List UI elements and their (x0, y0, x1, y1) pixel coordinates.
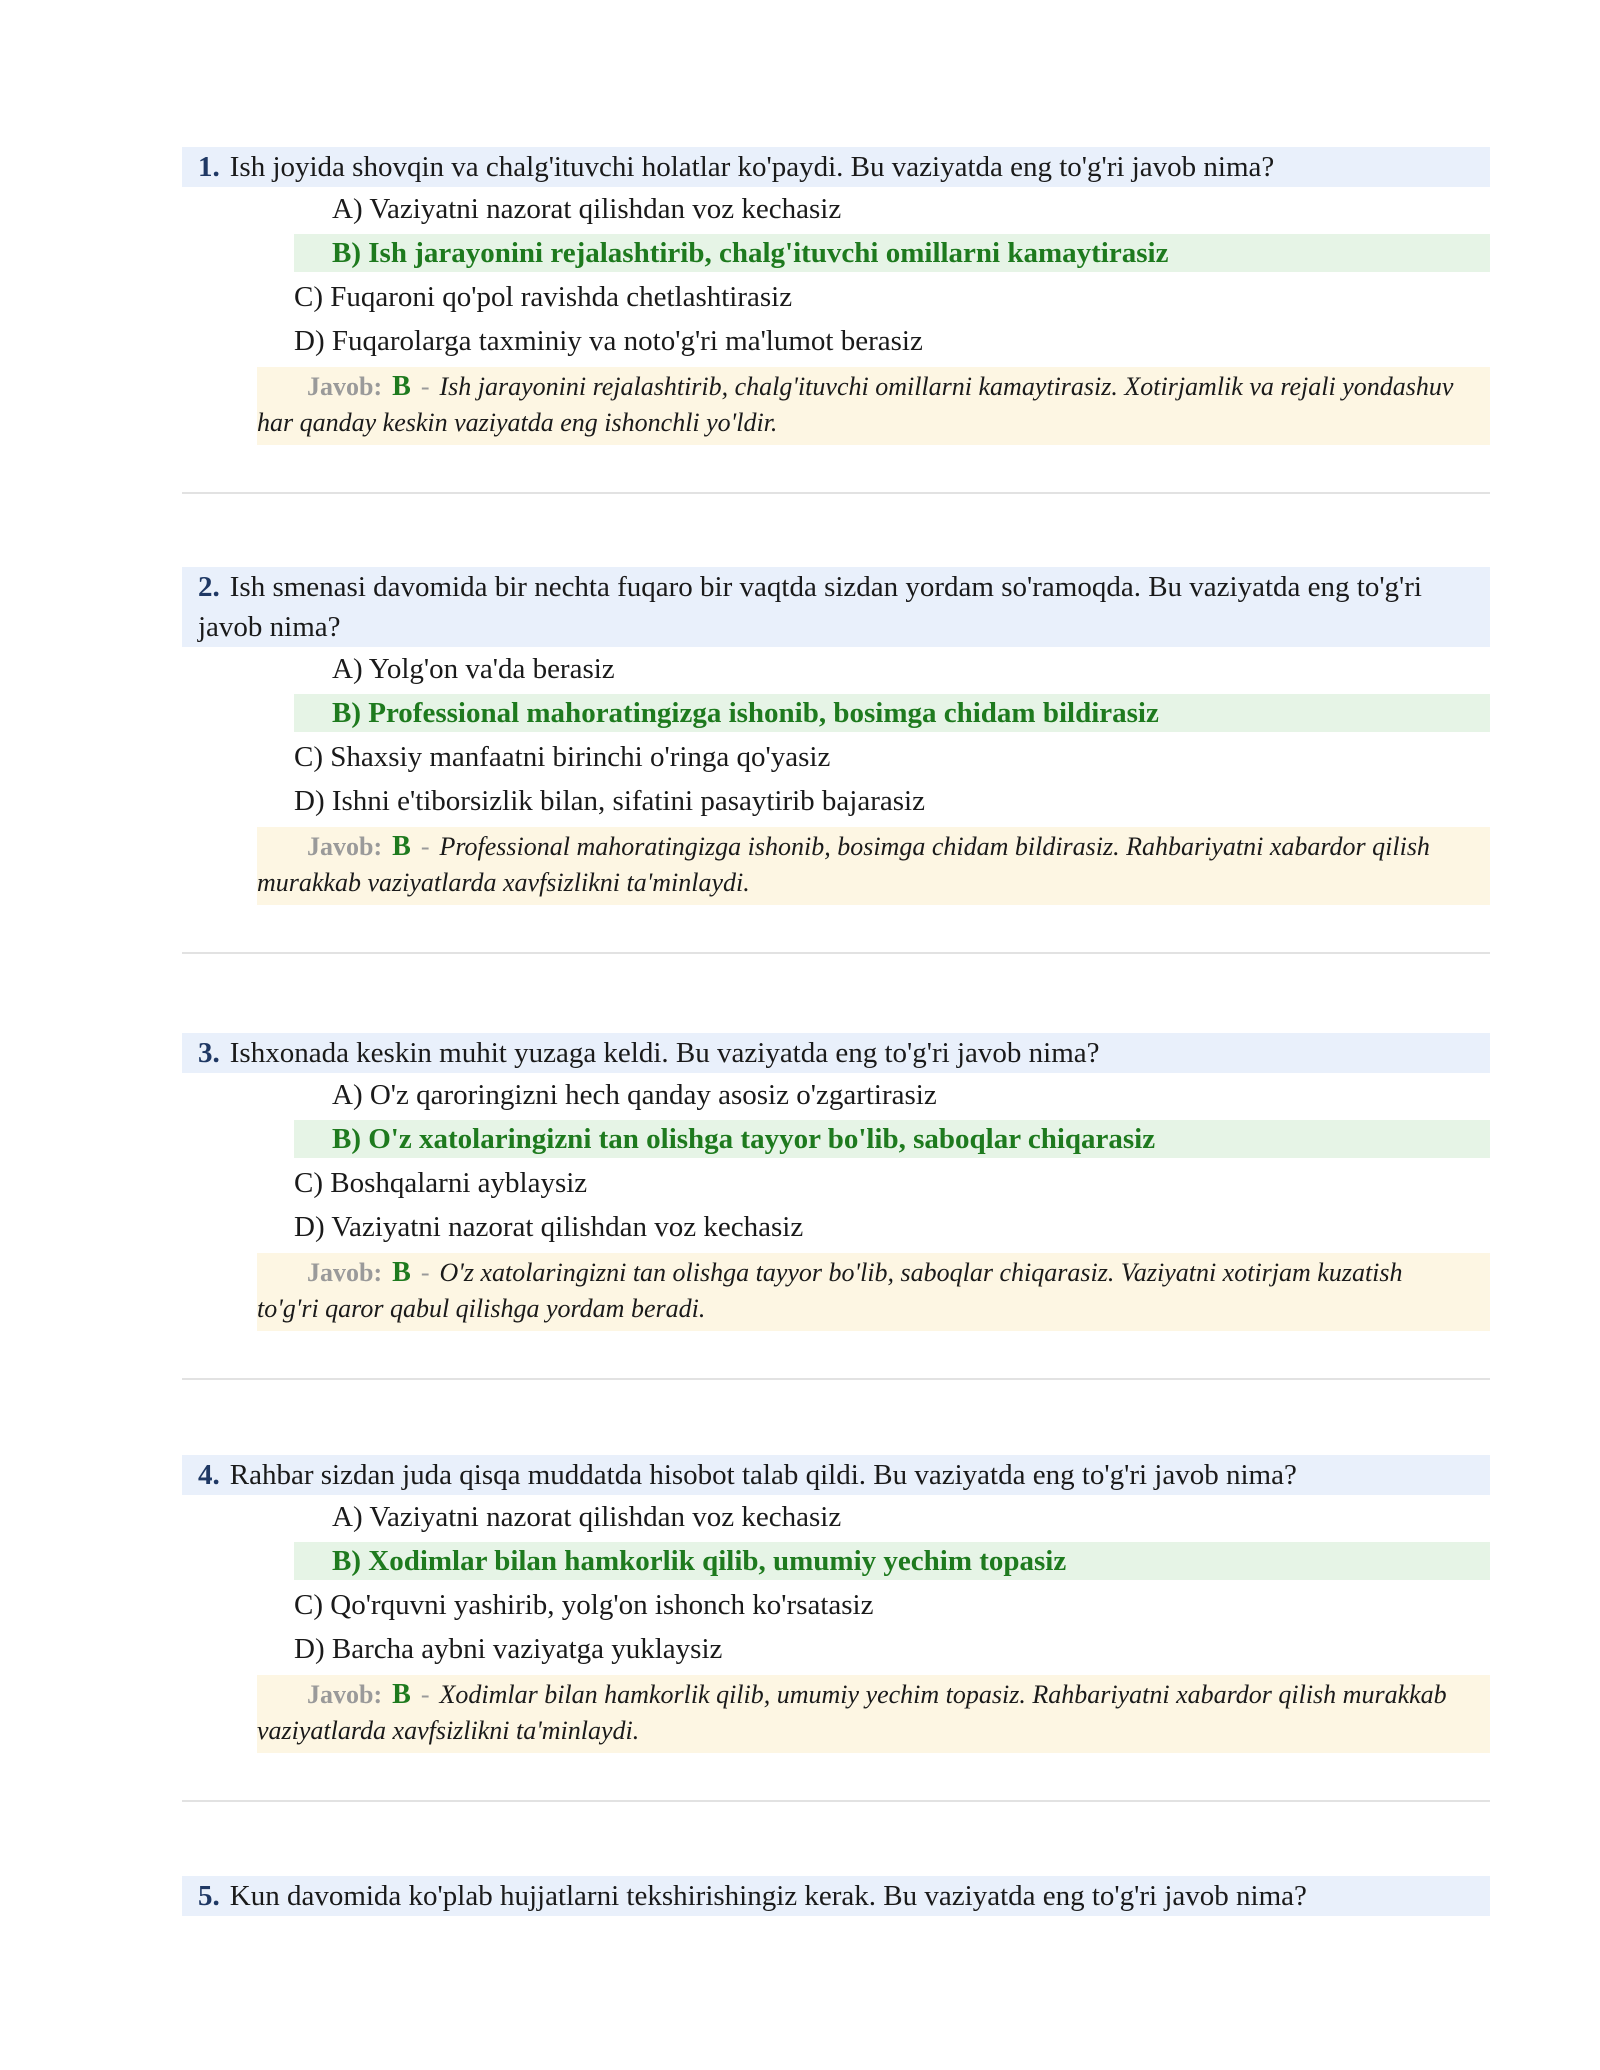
answer-dash: - (420, 1258, 430, 1287)
question-block-3 (182, 1033, 1490, 1331)
option-d: D) Vaziyatni nazorat qilishdan voz kechasiz (294, 1211, 804, 1243)
option-b-correct: B) Ish jarayonini rejalashtirib, chalg'ituvchi omillarni kamaytirasiz (294, 234, 1490, 272)
answer-box (257, 1675, 1490, 1753)
answer-letter: B (392, 371, 411, 402)
question-block-2 (182, 567, 1490, 905)
question-row (182, 1033, 1490, 1073)
answer-box (257, 827, 1490, 905)
question-row (182, 1876, 1490, 1916)
divider (182, 1800, 1490, 1802)
answer-explanation: Professional mahoratingizga ishonib, bosimga chidam bildirasiz. Rahbariyatni xabardor qilish murakkab vaziyatlarda xavfsizlikni ta'minlaydi. (257, 832, 1430, 897)
option-a: A) O'z qaroringizni hech qanday asosiz o'zgartirasiz (332, 1079, 937, 1111)
option-b-correct: B) Professional mahoratingizga ishonib, bosimga chidam bildirasiz (294, 694, 1490, 732)
option-d: D) Ishni e'tiborsizlik bilan, sifatini pasaytirib bajarasiz (294, 785, 925, 817)
answer-explanation: O'z xatolaringizni tan olishga tayyor bo'lib, saboqlar chiqarasiz. Vaziyatni xotirjam kuzatish to'g'ri qaror qabul qilishga yordam beradi. (257, 1258, 1403, 1323)
answer-label: Javob: (307, 832, 383, 861)
question-number: 1. (198, 151, 220, 183)
option-c: C) Qo'rquvni yashirib, yolg'on ishonch ko'rsatasiz (294, 1589, 874, 1621)
answer-label: Javob: (307, 1258, 383, 1287)
question-number: 3. (198, 1037, 220, 1069)
question-number: 4. (198, 1459, 220, 1491)
answer-letter: B (392, 831, 411, 862)
answer-dash: - (420, 832, 430, 861)
answer-dash: - (420, 1680, 430, 1709)
question-number: 5. (198, 1880, 220, 1912)
question-text: Ishxonada keskin muhit yuzaga keldi. Bu vaziyatda eng to'g'ri javob nima? (229, 1037, 1100, 1069)
option-c: C) Fuqaroni qo'pol ravishda chetlashtirasiz (294, 281, 793, 313)
question-number: 2. (198, 571, 220, 603)
option-c: C) Shaxsiy manfaatni birinchi o'ringa qo'yasiz (294, 741, 831, 773)
answer-label: Javob: (307, 1680, 383, 1709)
option-a: A) Vaziyatni nazorat qilishdan voz kechasiz (332, 1501, 842, 1533)
option-d: D) Fuqarolarga taxminiy va noto'g'ri ma'lumot berasiz (294, 325, 923, 357)
answer-dash: - (420, 372, 430, 401)
answer-explanation: Xodimlar bilan hamkorlik qilib, umumiy yechim topasiz. Rahbariyatni xabardor qilish murakkab vaziyatlarda xavfsizlikni ta'minlaydi. (257, 1680, 1447, 1745)
divider (182, 492, 1490, 494)
question-row (182, 567, 1490, 647)
question-row (182, 1455, 1490, 1495)
question-text: Kun davomida ko'plab hujjatlarni tekshirishingiz kerak. Bu vaziyatda eng to'g'ri javob nima? (229, 1880, 1307, 1912)
option-a: A) Vaziyatni nazorat qilishdan voz kechasiz (332, 193, 842, 225)
option-b-correct: B) O'z xatolaringizni tan olishga tayyor bo'lib, saboqlar chiqarasiz (294, 1120, 1490, 1158)
option-c: C) Boshqalarni ayblaysiz (294, 1167, 588, 1199)
option-d: D) Barcha aybni vaziyatga yuklaysiz (294, 1633, 723, 1665)
question-text: Ish smenasi davomida bir nechta fuqaro bir vaqtda sizdan yordam so'ramoqda. Bu vaziyatda eng to'g'ri javob nima? (198, 571, 1422, 643)
option-b-correct: B) Xodimlar bilan hamkorlik qilib, umumiy yechim topasiz (294, 1542, 1490, 1580)
option-a: A) Yolg'on va'da berasiz (332, 653, 615, 685)
answer-letter: B (392, 1679, 411, 1710)
question-block-5 (182, 1876, 1490, 1916)
question-block-1 (182, 147, 1490, 445)
answer-letter: B (392, 1257, 411, 1288)
divider (182, 1378, 1490, 1380)
answer-box (257, 1253, 1490, 1331)
answer-label: Javob: (307, 372, 383, 401)
question-text: Ish joyida shovqin va chalg'ituvchi holatlar ko'paydi. Bu vaziyatda eng to'g'ri javob nima? (229, 151, 1275, 183)
divider (182, 952, 1490, 954)
answer-explanation: Ish jarayonini rejalashtirib, chalg'ituvchi omillarni kamaytirasiz. Xotirjamlik va rejali yondashuv har qanday keskin vaziyatda eng ishonchli yo'ldir. (257, 372, 1454, 437)
question-text: Rahbar sizdan juda qisqa muddatda hisobot talab qildi. Bu vaziyatda eng to'g'ri javob nima? (229, 1459, 1297, 1491)
question-row (182, 147, 1490, 187)
question-block-4 (182, 1455, 1490, 1753)
answer-box (257, 367, 1490, 445)
